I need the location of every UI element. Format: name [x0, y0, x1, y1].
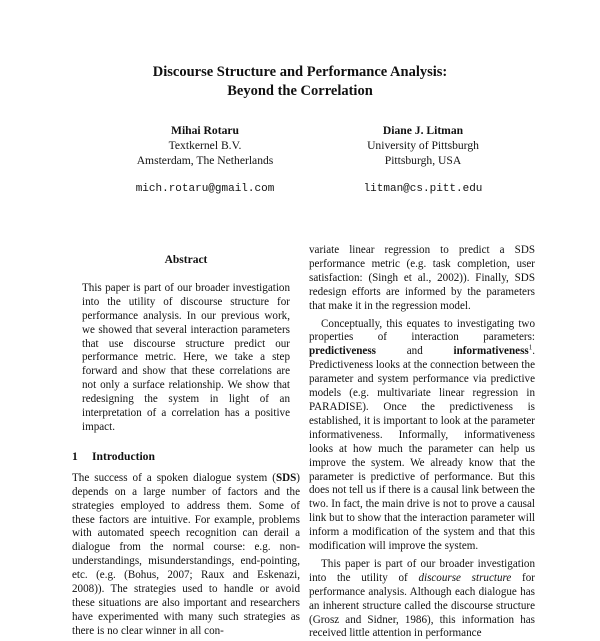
title-line-1: Discourse Structure and Performance Analysis: — [152, 64, 448, 80]
author-affiliation: Textkernel B.V. — [168, 139, 242, 152]
author-location: Pittsburgh, USA — [384, 154, 462, 167]
title-line-2: Beyond the Correlation — [227, 83, 373, 99]
text-span: The success of a spoken dialogue system ( — [72, 471, 276, 484]
author-block-1 — [90, 123, 320, 197]
abstract-heading: Abstract — [164, 254, 208, 266]
paragraph — [309, 318, 535, 554]
term-discourse-structure: discourse structure — [418, 571, 512, 584]
section-number: 1 — [72, 449, 78, 463]
term-informativeness: informativeness — [453, 345, 529, 358]
text-span: . Predictiveness looks at the connection between the parameter and system performance via predictive models (e.g. multivariate linear regression in PARADISE). Once the predictiveness is established, it is important to look at the parameter informativeness. Informally, informativeness looks at how much the parameter can help us improve the system. We already know that the parameter is predictive of performance. But this does not tell us if there is a causal link between the two. In fact, the main drive is not to prove a causal link but to show that the interaction parameter will inform a modification of the system and that this modification will improve the system. — [309, 345, 535, 553]
text-span: This paper is part of our broader investigation into the utility of — [309, 557, 535, 584]
author-name: Diane J. Litman — [382, 124, 464, 137]
author-name: Mihai Rotaru — [171, 124, 239, 137]
author-block-2 — [308, 123, 538, 197]
author-email: mich.rotaru@gmail.com — [135, 183, 275, 195]
author-affiliation: University of Pittsburgh — [367, 139, 479, 152]
text-span: ) depends on a large number of factors and the strategies employed to address them. Some of these factors are intuitive. For example, problems with automated speech recognition can derail a dialogue from the normal course: e.g. non-understandings, misunderstandings, end-pointing, etc. (e.g. (Bohus, 2007; Raux and Eskenazi, 2008)). The strategies used to handle or avoid these situations are also important and researchers have experimented with many such strategies as there is no clear winner in all con- — [72, 471, 300, 637]
section-heading — [72, 450, 300, 464]
intro-paragraph — [72, 472, 300, 639]
term-predictiveness: predictiveness — [309, 345, 376, 358]
text-span: and — [375, 345, 454, 358]
paragraph — [309, 558, 535, 641]
right-column — [309, 244, 535, 641]
left-column — [72, 240, 300, 639]
abstract-text: This paper is part of our broader investigation into the utility of discourse structure for performance analysis. In our previous work, we showed that several interaction parameters that use discourse structure predict our performance metric. Here, we take a step forward and show that these correlations are not only a surface relationship. We show that redesigning the system in light of an interpretation of a correlation has a positive impact. — [82, 281, 290, 433]
sds-term: SDS — [275, 471, 297, 484]
footnote-marker[interactable]: 1 — [528, 343, 533, 352]
text-span: for performance analysis. Although each dialogue has an inherent structure called the discourse structure (Grosz and Sidner, 1986), this information has received little attention in performance — [309, 571, 535, 640]
paper-title — [0, 63, 600, 101]
text-span: Conceptually, this equates to investigating two properties of interaction parameters: — [309, 317, 535, 344]
author-email: litman@cs.pitt.edu — [363, 183, 483, 195]
paragraph: variate linear regression to predict a SDS performance metric (e.g. task completion, user satisfaction: (Singh et al., 2002)). Finally, SDS redesign efforts are informed by the parameters that make it in the regression model. — [309, 244, 535, 312]
section-title: Introduction — [92, 449, 155, 463]
author-location: Amsterdam, The Netherlands — [136, 154, 274, 167]
